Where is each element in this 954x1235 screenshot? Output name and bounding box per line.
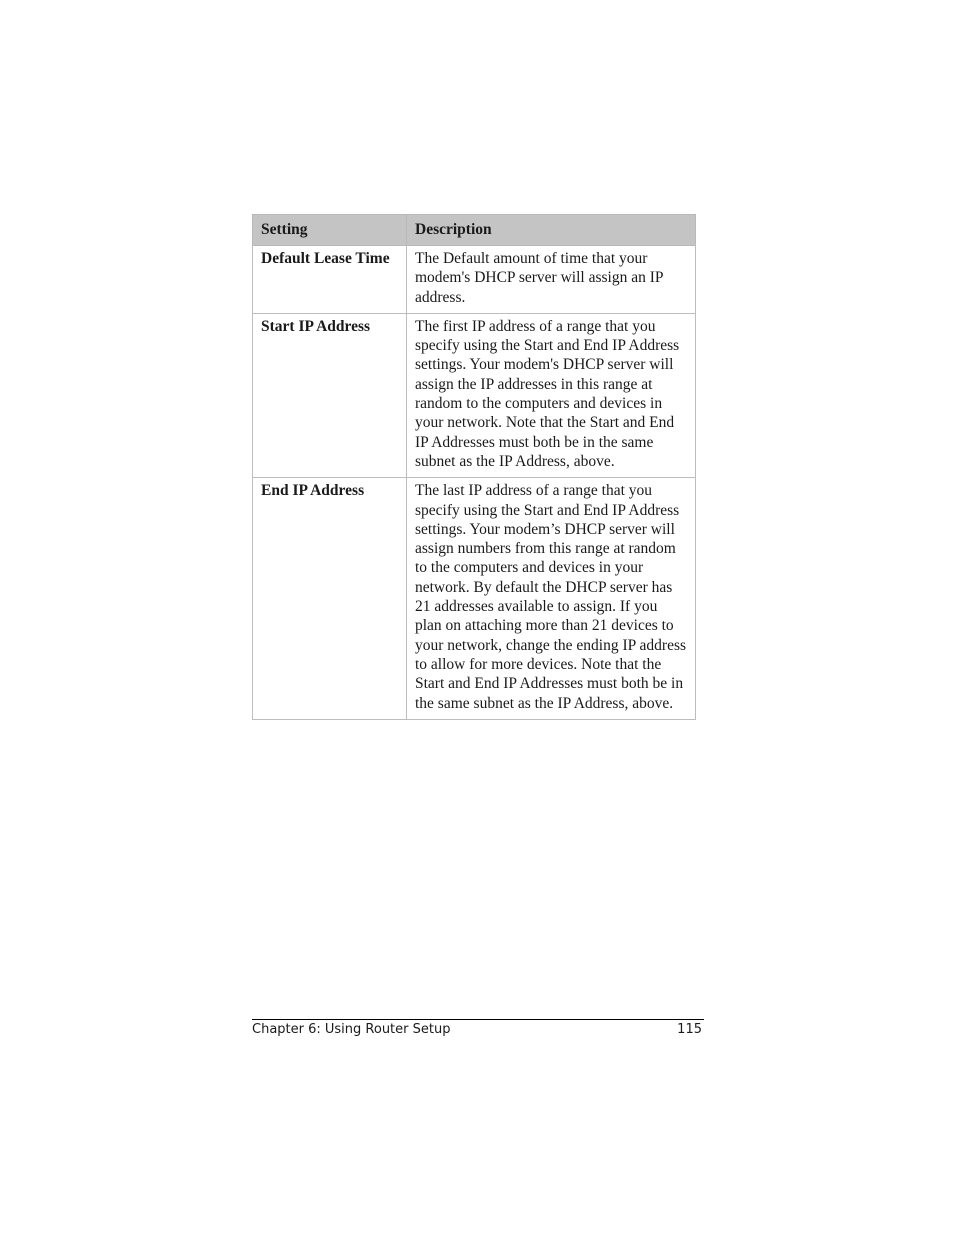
setting-description: The Default amount of time that your modem's DHCP server will assign an IP address. [407,246,696,314]
table-header-row [253,215,696,246]
setting-name: End IP Address [253,478,407,720]
setting-description: The last IP address of a range that you specify using the Start and End IP Address settings. Your modem’s DHCP server will assign numbers from this range at random to the computers and devices in your network. By default the DHCP server has 21 addresses available to assign. If you plan on attaching more than 21 devices to your network, change the ending IP address to allow for more devices. Note that the Start and End IP Addresses must both be in the same subnet as the IP Address, above. [407,478,696,720]
table-row [253,478,696,720]
column-header-description: Description [407,215,696,246]
setting-name: Start IP Address [253,313,407,477]
setting-description: The first IP address of a range that you specify using the Start and End IP Address settings. Your modem's DHCP server will assign the IP addresses in this range at random to the computers and devices in your network. Note that the Start and End IP Addresses must both be in the same subnet as the IP Address, above. [407,313,696,477]
page-footer [252,1019,704,1039]
table-row [253,246,696,314]
chapter-title: Chapter 6: Using Router Setup [252,1022,451,1037]
column-header-setting: Setting [253,215,407,246]
table-row [253,313,696,477]
settings-table [252,214,696,720]
page-number: 115 [677,1022,702,1037]
setting-name: Default Lease Time [253,246,407,314]
